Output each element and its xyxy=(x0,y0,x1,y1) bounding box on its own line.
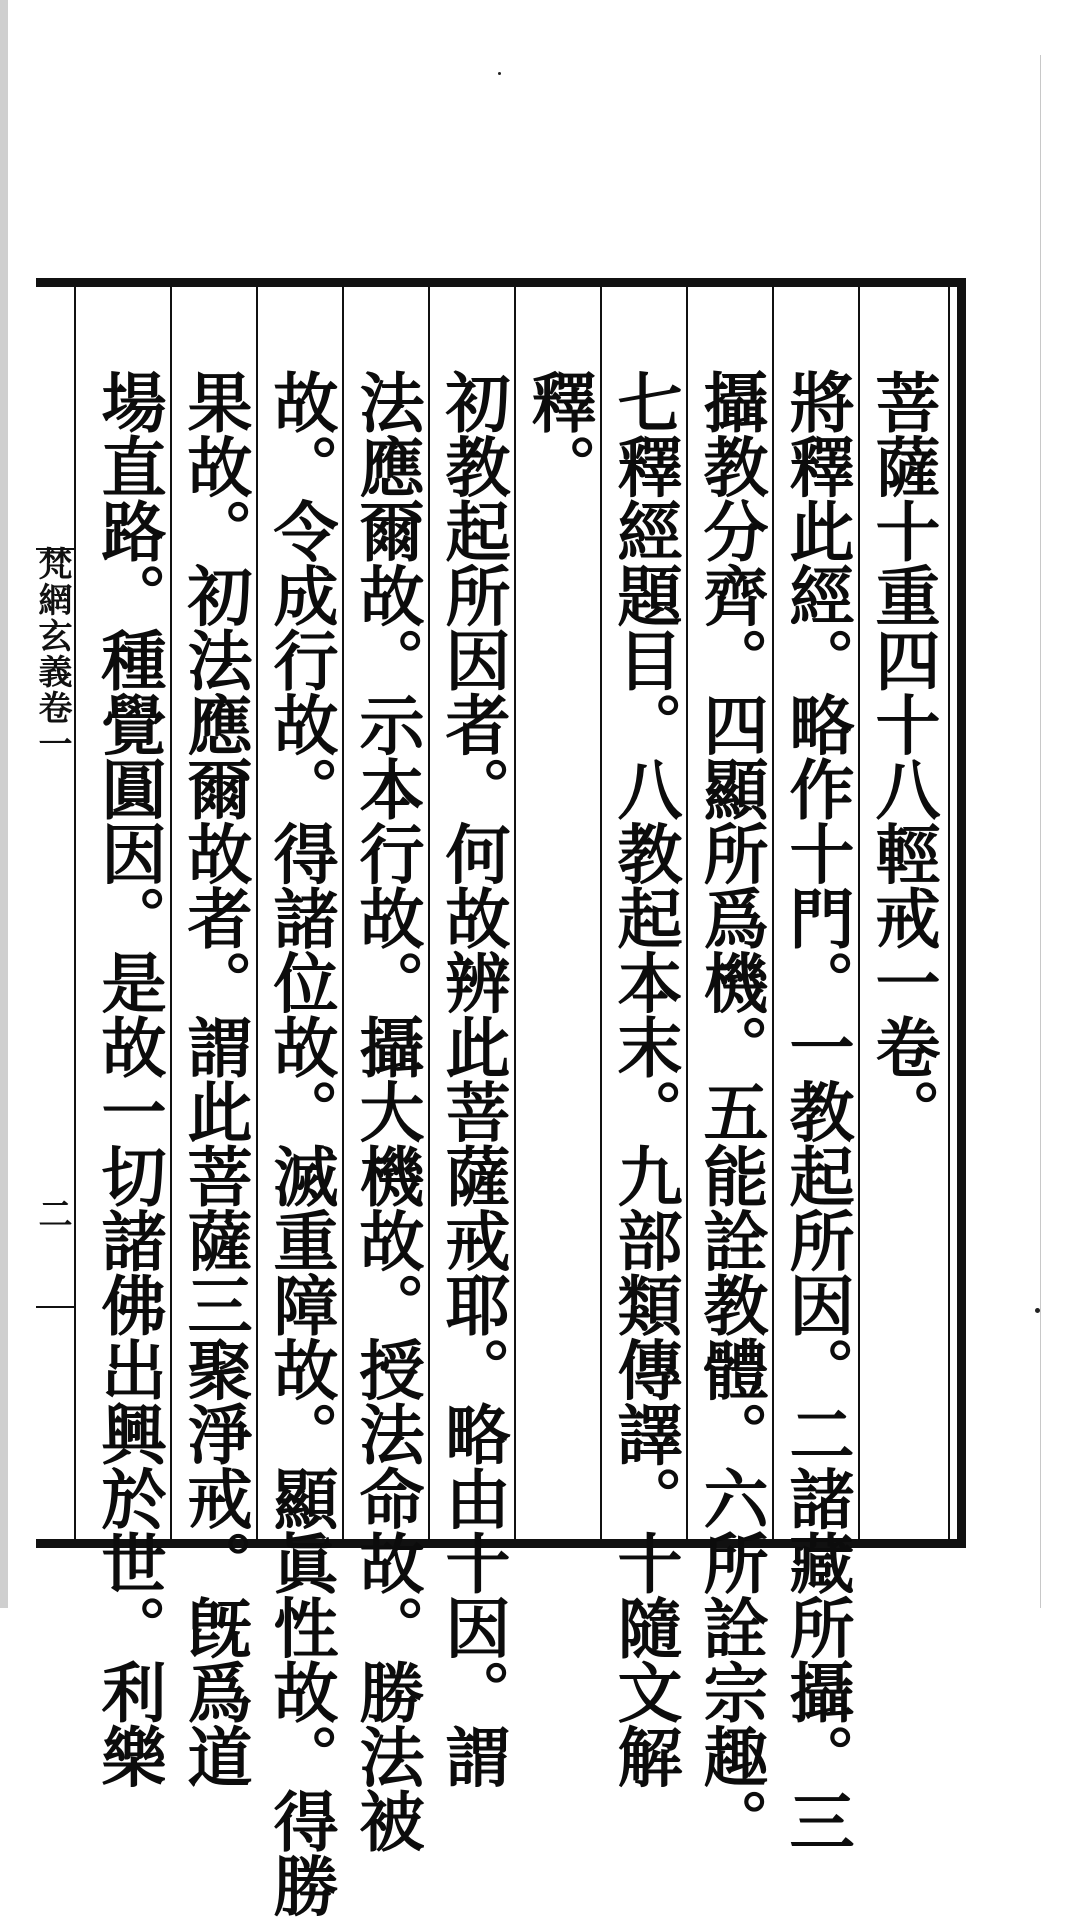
text-column xyxy=(772,287,858,1853)
frame-inner-rule xyxy=(948,287,950,1539)
column-text: 攝教分齊。四顯所爲機。五能詮教體。六所詮宗趣。 xyxy=(692,369,768,1853)
text-column xyxy=(428,287,514,1788)
center-margin-strip xyxy=(36,287,74,1539)
column-text: 果故。初法應爾故者。謂此菩薩三聚淨戒。旣爲道 xyxy=(176,369,252,1788)
column-text: 釋。 xyxy=(520,369,596,498)
column-text: 將釋此經。略作十門。一教起所因。二諸藏所攝。三 xyxy=(778,369,854,1853)
text-column xyxy=(858,287,944,1539)
margin-fishtail-bottom xyxy=(36,1306,74,1308)
column-text: 場直路。種覺圓因。是故一切諸佛出興於世。利樂 xyxy=(90,369,166,1788)
text-column xyxy=(170,287,256,1788)
scan-left-edge xyxy=(0,0,8,1608)
margin-title: 梵網玄義卷一 xyxy=(32,546,72,762)
text-column xyxy=(514,287,600,1539)
text-column xyxy=(342,287,428,1853)
column-text: 菩薩十重四十八輕戒一卷。 xyxy=(864,369,940,1143)
page-number: 二 xyxy=(32,1196,72,1230)
column-text: 故。令成行故。得諸位故。滅重障故。顯眞性故。得勝 xyxy=(262,369,338,1917)
text-column xyxy=(600,287,686,1788)
ink-speck xyxy=(1035,1308,1040,1313)
column-text: 七釋經題目。八教起本末。九部類傳譯。十隨文解 xyxy=(606,369,682,1788)
text-column xyxy=(686,287,772,1853)
scan-right-edge xyxy=(1040,55,1041,1608)
ink-speck xyxy=(498,72,501,75)
text-column xyxy=(256,287,342,1917)
text-column xyxy=(74,287,170,1788)
column-text: 法應爾故。示本行故。攝大機故。授法命故。勝法被 xyxy=(348,369,424,1853)
column-text: 初教起所因者。何故辨此菩薩戒耶。略由十因。謂 xyxy=(434,369,510,1788)
